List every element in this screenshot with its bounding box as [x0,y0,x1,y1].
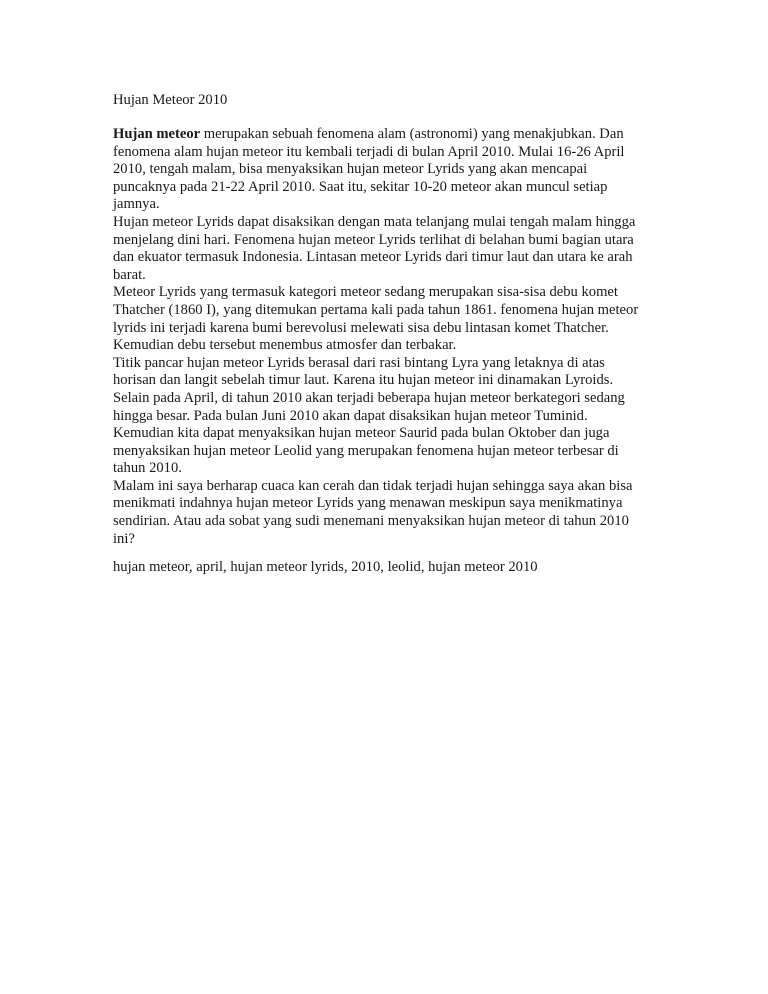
document-title: Hujan Meteor 2010 [113,92,228,108]
body-line: hingga besar. Pada bulan Juni 2010 akan dapat disaksikan hujan meteor Tuminid. [113,407,588,424]
body-line: ini? [113,530,135,547]
body-line: Meteor Lyrids yang termasuk kategori meteor sedang merupakan sisa-sisa debu komet [113,284,618,301]
body-line: lyrids ini terjadi karena bumi berevolusi melewati sisa debu lintasan komet Thatcher. [113,319,609,336]
body-line: Thatcher (1860 I), yang ditemukan pertama kali pada tahun 1861. fenomena hujan meteor [113,301,639,318]
body-line: Kemudian debu tersebut menembus atmosfer dan terbakar. [113,337,457,354]
body-line [113,126,658,144]
body-line: Selain pada April, di tahun 2010 akan terjadi beberapa hujan meteor berkategori sedang [113,389,625,406]
body-line: dan ekuator termasuk Indonesia. Lintasan meteor Lyrids dari timur laut dan utara ke arah [113,249,633,266]
body-line: fenomena alam hujan meteor itu kembali terjadi di bulan April 2010. Mulai 16-26 April [113,143,625,160]
body-line: menyaksikan hujan meteor Leolid yang merupakan fenomena hujan meteor terbesar di [113,442,619,459]
body-line: Malam ini saya berharap cuaca kan cerah dan tidak terjadi hujan sehingga saya akan bisa [113,477,633,494]
tags-line: hujan meteor, april, hujan meteor lyrids, 2010, leolid, hujan meteor 2010 [113,559,538,575]
body-line: barat. [113,266,146,283]
body-line: tahun 2010. [113,460,182,477]
body-line: menjelang dini hari. Fenomena hujan meteor Lyrids terlihat di belahan bumi bagian utara [113,231,634,248]
body-line: Hujan meteor Lyrids dapat disaksikan dengan mata telanjang mulai tengah malam hingga [113,213,636,230]
document-body [113,126,658,548]
body-line: menikmati indahnya hujan meteor Lyrids yang menawan meskipun saya menikmatinya [113,495,623,512]
body-line: puncaknya pada 21-22 April 2010. Saat itu, sekitar 10-20 meteor akan muncul setiap [113,178,608,195]
body-line: Kemudian kita dapat menyaksikan hujan meteor Saurid pada bulan Oktober dan juga [113,425,610,442]
body-line-text: merupakan sebuah fenomena alam (astronomi) yang menakjubkan. Dan [200,126,624,142]
lead-term: Hujan meteor [113,126,201,142]
body-line: sendirian. Atau ada sobat yang sudi menemani menyaksikan hujan meteor di tahun 2010 [113,513,629,530]
body-line: jamnya. [113,196,160,213]
body-line: horisan dan langit sebelah timur laut. Karena itu hujan meteor ini dinamakan Lyroids. [113,372,614,389]
body-line: Titik pancar hujan meteor Lyrids berasal dari rasi bintang Lyra yang letaknya di atas [113,354,605,371]
body-line: 2010, tengah malam, bisa menyaksikan hujan meteor Lyrids yang akan mencapai [113,161,588,178]
